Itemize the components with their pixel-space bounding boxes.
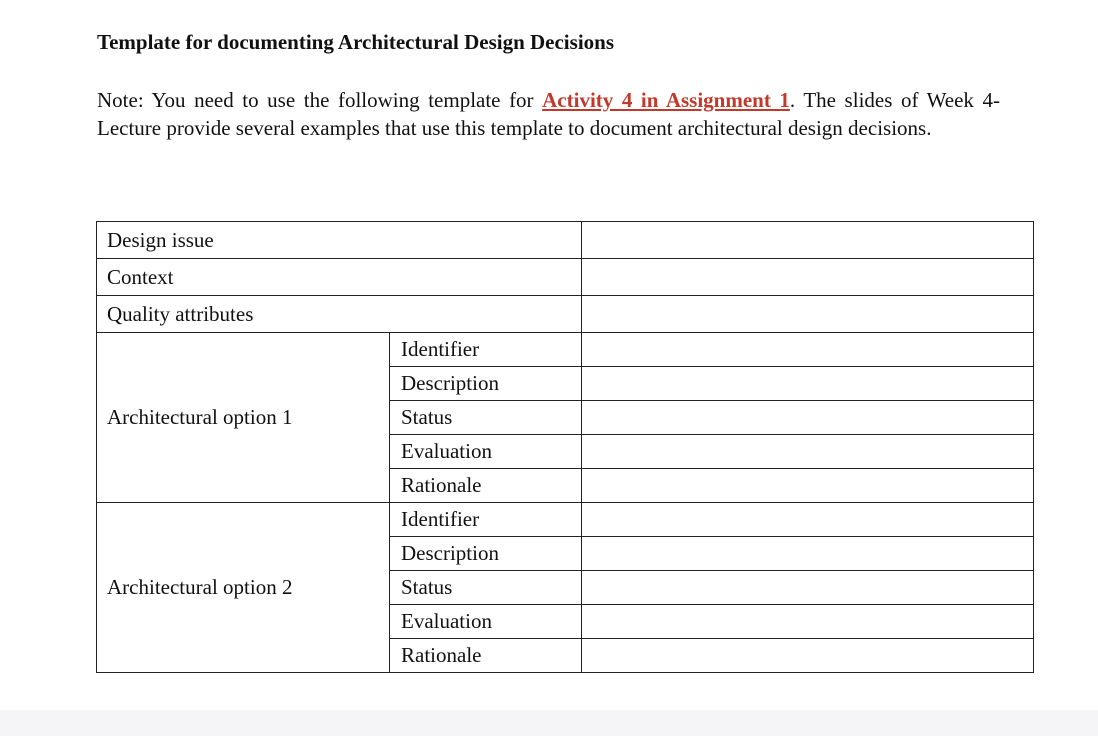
- quality-attributes-label: Quality attributes: [97, 296, 582, 333]
- option-1-description-cell[interactable]: [582, 367, 1034, 401]
- option-1-field-label: Status: [390, 401, 582, 435]
- option-2-evaluation-cell[interactable]: [582, 605, 1034, 639]
- option-1-rationale-cell[interactable]: [582, 469, 1034, 503]
- table-row: [97, 333, 1034, 367]
- option-1-field-label: Description: [390, 367, 582, 401]
- table-row: [97, 296, 1034, 333]
- option-2-field-label: Description: [390, 537, 582, 571]
- option-1-status-cell[interactable]: [582, 401, 1034, 435]
- option-2-status-cell[interactable]: [582, 571, 1034, 605]
- option-1-field-label: Rationale: [390, 469, 582, 503]
- note-prefix: Note: You need to use the following template for: [97, 88, 543, 112]
- option-2-field-label: Status: [390, 571, 582, 605]
- design-issue-label: Design issue: [97, 222, 582, 259]
- option-1-evaluation-cell[interactable]: [582, 435, 1034, 469]
- option-2-label: Architectural option 2: [97, 503, 390, 673]
- option-1-field-label: Identifier: [390, 333, 582, 367]
- option-2-identifier-cell[interactable]: [582, 503, 1034, 537]
- document-title: Template for documenting Architectural Design Decisions: [97, 30, 615, 54]
- decision-template-table: [96, 221, 1034, 673]
- note-paragraph: [97, 86, 1000, 142]
- option-1-label: Architectural option 1: [97, 333, 390, 503]
- option-2-field-label: Identifier: [390, 503, 582, 537]
- activity-link[interactable]: Activity 4 in Assignment 1: [542, 88, 790, 112]
- quality-attributes-cell[interactable]: [582, 296, 1034, 333]
- option-2-description-cell[interactable]: [582, 537, 1034, 571]
- context-label: Context: [97, 259, 582, 296]
- option-2-field-label: Evaluation: [390, 605, 582, 639]
- option-1-identifier-cell[interactable]: [582, 333, 1034, 367]
- option-2-field-label: Rationale: [390, 639, 582, 673]
- table-row: [97, 222, 1034, 259]
- note-suffix: . The slides of Week 4-Lecture provide several examples that use this template to document architectural design decisions.: [97, 88, 1000, 140]
- design-issue-cell[interactable]: [582, 222, 1034, 259]
- table-row: [97, 503, 1034, 537]
- context-cell[interactable]: [582, 259, 1034, 296]
- option-2-rationale-cell[interactable]: [582, 639, 1034, 673]
- table-row: [97, 259, 1034, 296]
- page-bottom-edge: [0, 710, 1098, 736]
- option-1-field-label: Evaluation: [390, 435, 582, 469]
